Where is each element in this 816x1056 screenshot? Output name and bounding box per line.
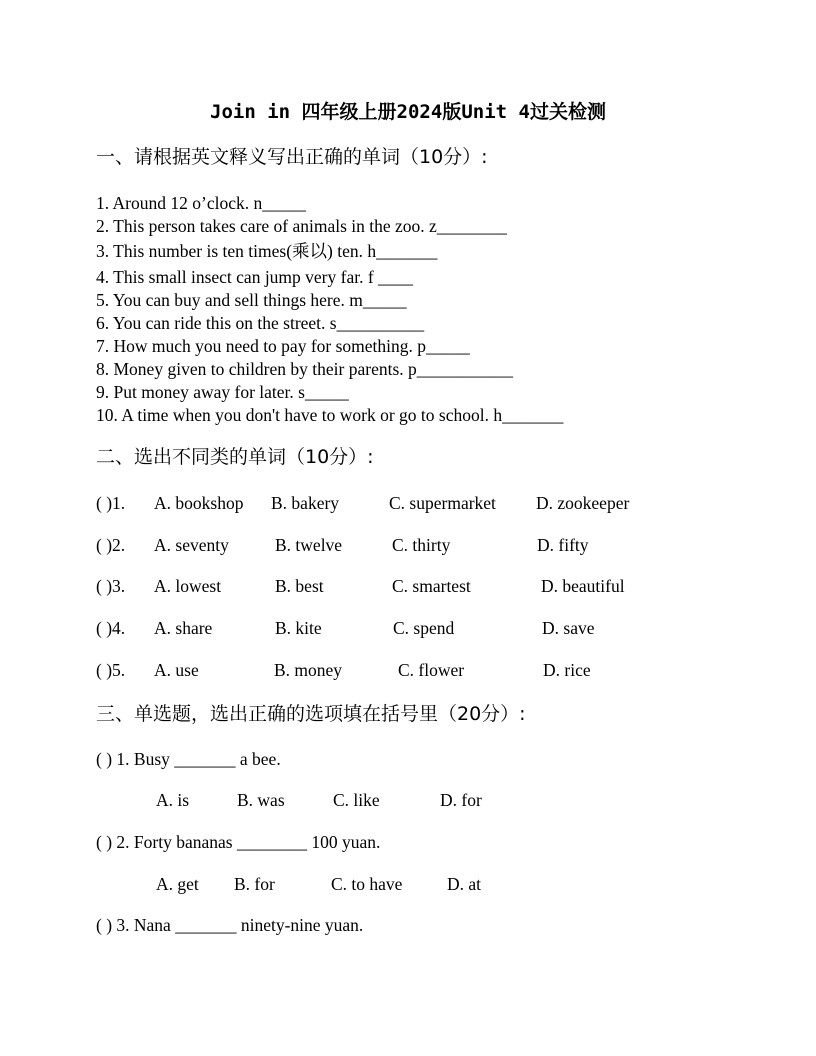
option-c: C. like xyxy=(333,790,380,810)
definition-item: 1. Around 12 o’clock. n_____ xyxy=(96,193,306,213)
option-b: B. kite xyxy=(275,618,322,638)
option-d: D. save xyxy=(542,618,595,638)
answer-bracket: ( )5. xyxy=(96,660,126,680)
option-b: B. for xyxy=(234,874,275,894)
definition-item: 3. This number is ten times(乘以) ten. h_______ xyxy=(96,241,438,261)
question-stem: ( ) 2. Forty bananas ________ 100 yuan. xyxy=(96,832,381,852)
option-c: C. smartest xyxy=(392,576,471,596)
option-c: C. to have xyxy=(331,874,403,894)
option-d: D. beautiful xyxy=(541,576,625,596)
definition-item: 8. Money given to children by their parents. p___________ xyxy=(96,359,514,379)
option-d: D. for xyxy=(440,790,482,810)
option-c: C. thirty xyxy=(392,535,451,555)
definition-item: 2. This person takes care of animals in the zoo. z________ xyxy=(96,216,507,236)
option-b: B. twelve xyxy=(275,535,343,555)
option-a: A. is xyxy=(156,790,190,810)
section3-heading: 三、单选题，选出正确的选项填在括号里（20分）: xyxy=(96,703,526,725)
option-a: A. lowest xyxy=(154,576,222,596)
section1-heading: 一、请根据英文释义写出正确的单词（10分）: xyxy=(96,146,488,168)
option-d: D. rice xyxy=(543,660,591,680)
option-b: B. money xyxy=(274,660,343,680)
definition-item: 5. You can buy and sell things here. m_____ xyxy=(96,290,407,310)
definition-item: 9. Put money away for later. s_____ xyxy=(96,382,349,402)
option-c: C. spend xyxy=(393,618,455,638)
answer-bracket: ( )3. xyxy=(96,576,126,596)
option-b: B. best xyxy=(275,576,324,596)
option-c: C. supermarket xyxy=(389,493,496,513)
option-a: A. use xyxy=(154,660,199,680)
definition-item: 4. This small insect can jump very far. f ____ xyxy=(96,267,414,287)
definition-item: 6. You can ride this on the street. s__________ xyxy=(96,313,425,333)
definition-item: 10. A time when you don't have to work or go to school. h_______ xyxy=(96,405,564,425)
option-c: C. flower xyxy=(398,660,465,680)
option-d: D. zookeeper xyxy=(536,493,630,513)
option-b: B. was xyxy=(237,790,285,810)
option-a: A. bookshop xyxy=(154,493,244,513)
option-b: B. bakery xyxy=(271,493,340,513)
option-d: D. at xyxy=(447,874,482,894)
option-d: D. fifty xyxy=(537,535,589,555)
question-stem: ( ) 3. Nana _______ ninety-nine yuan. xyxy=(96,915,364,935)
section2-heading: 二、选出不同类的单词（10分）: xyxy=(96,446,374,468)
answer-bracket: ( )4. xyxy=(96,618,126,638)
answer-bracket: ( )2. xyxy=(96,535,126,555)
definition-item: 7. How much you need to pay for something. p_____ xyxy=(96,336,470,356)
option-a: A. share xyxy=(154,618,213,638)
question-stem: ( ) 1. Busy _______ a bee. xyxy=(96,749,281,769)
page-title: Join in 四年级上册2024版Unit 4过关检测 xyxy=(210,101,606,123)
option-a: A. seventy xyxy=(154,535,229,555)
option-a: A. get xyxy=(156,874,199,894)
answer-bracket: ( )1. xyxy=(96,493,126,513)
